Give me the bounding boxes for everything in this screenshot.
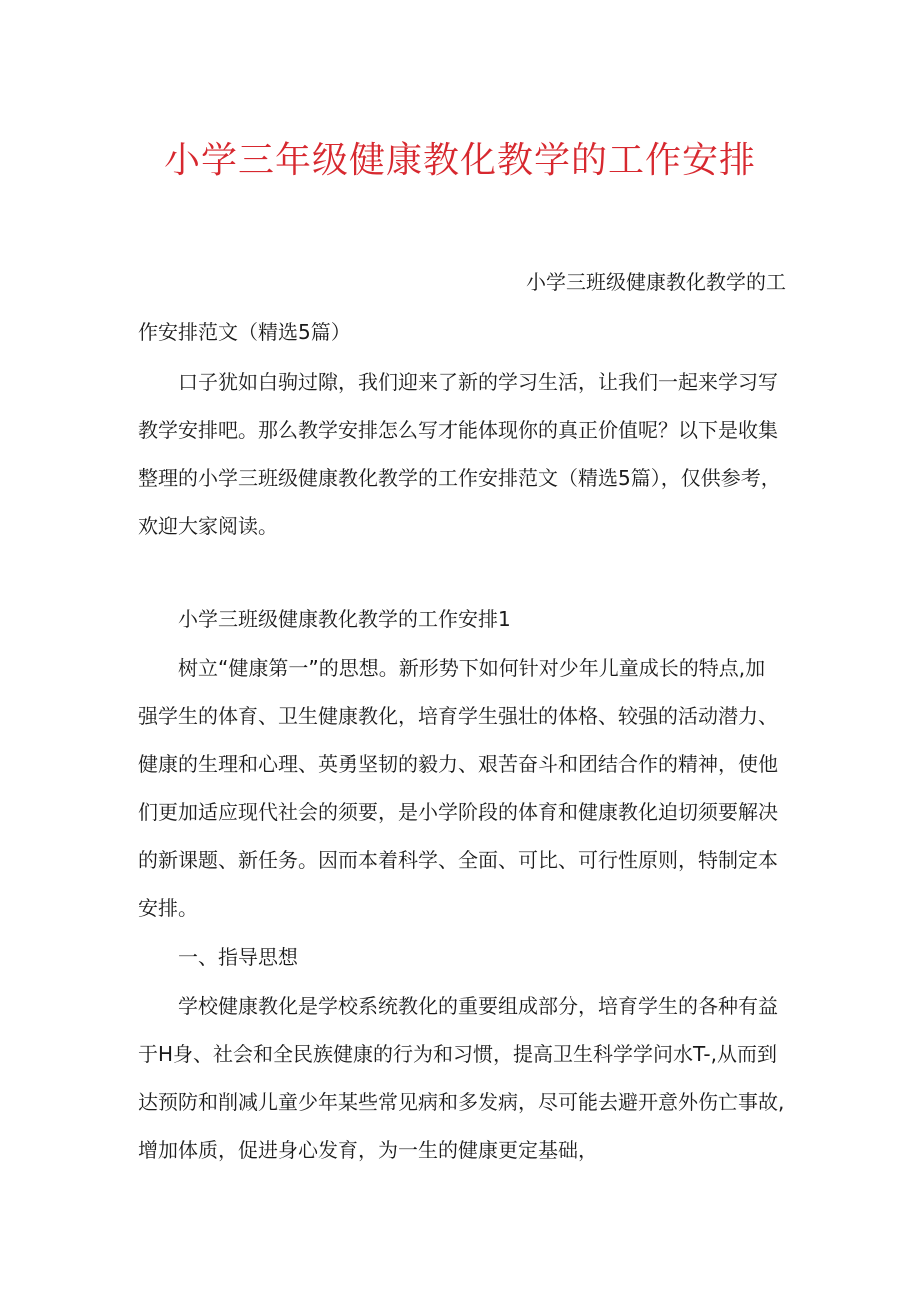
guide-para-line-4: 增加体质，促进身心发育，为一生的健康更定基础， <box>138 1138 598 1162</box>
intro-line-2: 教学安排吧。那么教学安排怎么写才能体现你的真正价值呢？以下是收集 <box>138 418 778 442</box>
subtitle-line-1: 小学三班级健康教化教学的工 <box>526 270 786 294</box>
guide-para-line-2: 于H身、社会和全民族健康的行为和习惯，提高卫生科学学问水T-,从而到 <box>138 1042 777 1066</box>
section1-para-line-5: 的新课题、新任务。因而本着科学、全面、可比、可行性原则，特制定本 <box>138 848 778 872</box>
guide-para-line-1: 学校健康教化是学校系统教化的重要组成部分，培育学生的各种有益 <box>178 994 778 1018</box>
section1-para-line-4: 们更加适应现代社会的须要，是小学阶段的体育和健康教化迫切须要解决 <box>138 800 778 824</box>
heading-guiding-thought: 一、指导思想 <box>178 945 298 969</box>
subtitle-line-2: 作安排范文（精选5篇） <box>138 320 351 344</box>
section1-para-line-6: 安排。 <box>138 896 198 920</box>
section1-heading: 小学三班级健康教化教学的工作安排1 <box>178 607 511 631</box>
document-title: 小学三年级健康教化教学的工作安排 <box>163 140 756 181</box>
section1-para-line-2: 强学生的体育、卫生健康教化，培育学生强壮的体格、较强的活动潜力、 <box>138 704 778 728</box>
section1-para-line-3: 健康的生理和心理、英勇坚韧的毅力、艰苦奋斗和团结合作的精神，使他 <box>138 752 778 776</box>
guide-para-line-3: 达预防和削减儿童少年某些常见病和多发病，尽可能去避开意外伤亡事故, <box>138 1090 785 1114</box>
intro-line-3: 整理的小学三班级健康教化教学的工作安排范文（精选5篇），仅供参考， <box>138 466 781 490</box>
section1-para-line-1: 树立“健康第一”的思想。新形势下如何针对少年儿童成长的特点,加 <box>178 656 766 680</box>
intro-line-4: 欢迎大家阅读。 <box>138 514 278 538</box>
intro-line-1: 口子犹如白驹过隙，我们迎来了新的学习生活，让我们一起来学习写 <box>178 370 778 394</box>
